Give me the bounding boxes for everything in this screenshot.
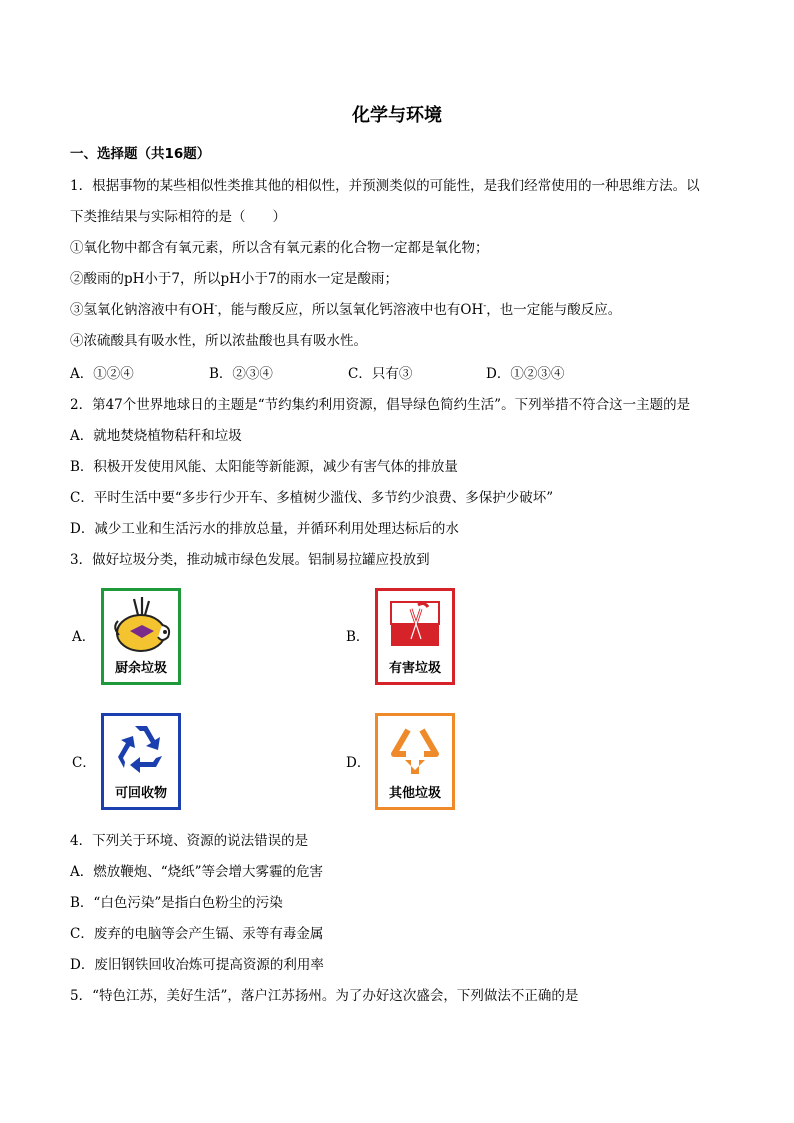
kitchen-waste-bin-sign[interactable]	[101, 588, 181, 685]
q1-option-d[interactable]: D．①②③④	[486, 366, 565, 382]
q1-item3-part-c: ，也一定能与酸反应。	[486, 302, 622, 318]
q1-item4: ④浓硫酸具有吸水性，所以浓盐酸也具有吸水性。	[70, 333, 367, 349]
q1-item3-part-b: ，能与酸反应，所以氢氧化钙溶液中也有OH	[217, 302, 484, 318]
q1-option-b[interactable]: B．②③④	[209, 366, 273, 382]
recyclable-bin-sign[interactable]	[101, 713, 181, 810]
q1-option-c[interactable]: C．只有③	[348, 366, 413, 382]
document-title: 化学与环境	[352, 105, 442, 126]
hazardous-waste-bin-sign[interactable]	[375, 588, 455, 685]
q1-item3-part-a: ③氢氧化钠溶液中有OH	[70, 302, 215, 318]
q4-option-d[interactable]: D．废旧钢铁回收冶炼可提高资源的利用率	[70, 957, 324, 973]
recycle-icon	[104, 716, 178, 784]
q4-option-b[interactable]: B．“白色污染”是指白色粉尘的污染	[70, 895, 283, 911]
q4-option-a[interactable]: A．燃放鞭炮、“烧纸”等会增大雾霾的危害	[70, 864, 324, 880]
q2-option-c[interactable]: C．平时生活中要“多步行少开车、多植树少滥伐、多节约少浪费、多保护少破坏”	[70, 490, 554, 506]
q3-option-b-label[interactable]: B．	[346, 629, 370, 645]
food-waste-icon	[104, 591, 178, 659]
q2-option-b[interactable]: B．积极开发使用风能、太阳能等新能源，减少有害气体的排放量	[70, 459, 458, 475]
q2-option-a[interactable]: A．就地焚烧植物秸秆和垃圾	[70, 428, 242, 444]
q1-stem-line1: 1．根据事物的某些相似性类推其他的相似性，并预测类似的可能性，是我们经常使用的一种思维方法。以	[70, 178, 700, 194]
q2-option-d[interactable]: D．减少工业和生活污水的排放总量，并循环利用处理达标后的水	[70, 521, 459, 537]
q5-stem: 5．“特色江苏，美好生活”，落户江苏扬州。为了办好这次盛会，下列做法不正确的是	[70, 988, 579, 1004]
q1-stem-line2: 下类推结果与实际相符的是（ ）	[70, 209, 286, 225]
q3-option-c-label[interactable]: C．	[72, 755, 96, 771]
q1-item2: ②酸雨的pH小于7，所以pH小于7的雨水一定是酸雨；	[70, 271, 399, 287]
q3-option-a-label[interactable]: A．	[72, 629, 96, 645]
q4-option-c[interactable]: C．废弃的电脑等会产生镉、汞等有毒金属	[70, 926, 324, 942]
q4-stem: 4．下列关于环境、资源的说法错误的是	[70, 833, 309, 849]
other-waste-caption: 其他垃圾	[388, 786, 441, 801]
section-heading: 一、选择题（共16题）	[70, 146, 211, 162]
hazardous-waste-caption: 有害垃圾	[388, 661, 441, 676]
q1-option-a[interactable]: A．①②④	[70, 366, 134, 382]
q1-item3	[70, 300, 621, 320]
recyclable-caption: 可回收物	[114, 786, 167, 801]
q3-option-d-label[interactable]: D．	[346, 755, 371, 771]
other-waste-bin-sign[interactable]	[375, 713, 455, 810]
q2-stem: 2．第47个世界地球日的主题是“节约集约利用资源，倡导绿色简约生活”。下列举措不符合这一主题的是	[70, 397, 691, 413]
other-waste-icon	[378, 716, 452, 784]
q3-stem: 3．做好垃圾分类，推动城市绿色发展。铝制易拉罐应投放到	[70, 552, 430, 568]
hazardous-waste-icon	[378, 591, 452, 659]
q1-item1: ①氧化物中都含有氧元素，所以含有氧元素的化合物一定都是氧化物；	[70, 240, 489, 256]
q1-item3-superscript-1: -	[214, 301, 218, 312]
q1-item3-superscript-2: -	[483, 301, 487, 312]
kitchen-waste-caption: 厨余垃圾	[114, 661, 167, 676]
